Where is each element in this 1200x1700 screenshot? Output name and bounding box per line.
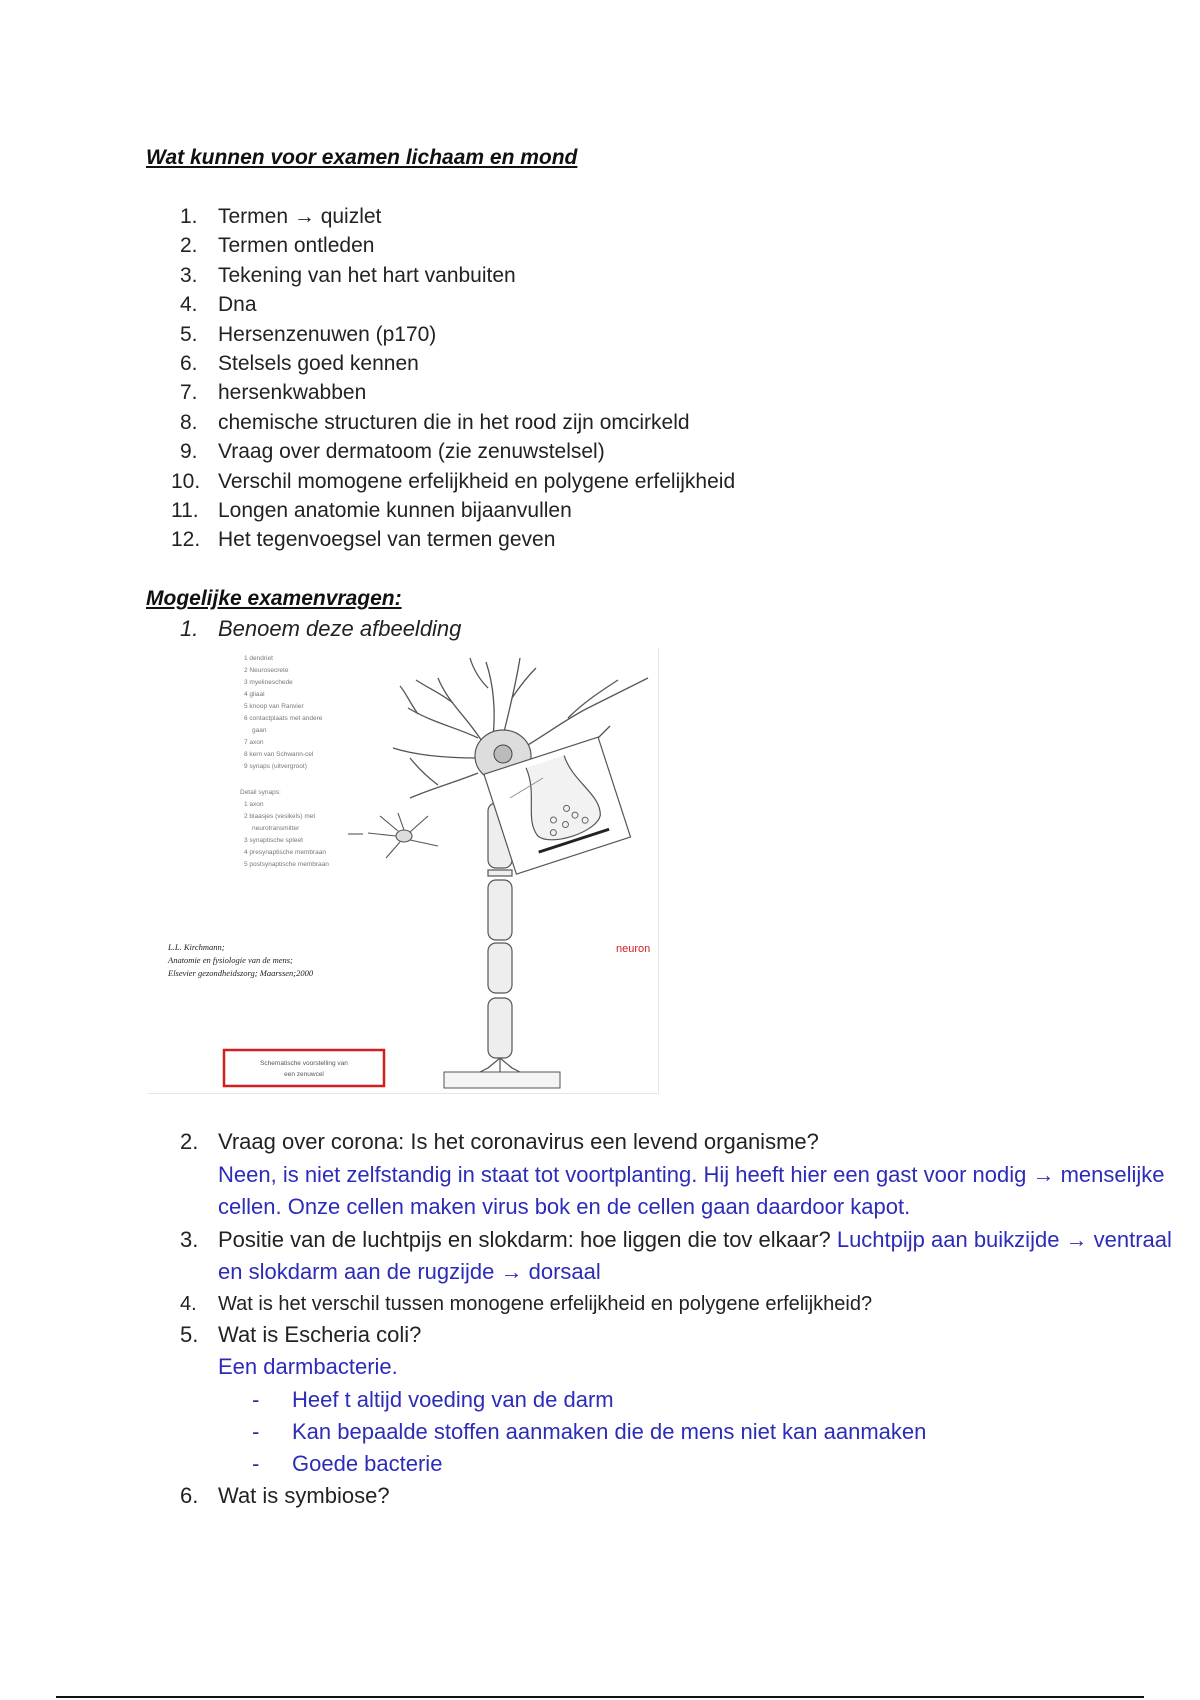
svg-text:L.L. Kirchmann;: L.L. Kirchmann; — [168, 942, 225, 952]
figure-source — [167, 942, 314, 978]
answer-5: Een darmbacterie. — [218, 1354, 398, 1379]
answer-3: Luchtpijp aan buikzijde → ventraal en slokdarm aan de rugzijde → dorsaal — [218, 1226, 1172, 1284]
legend-line: 1 dendriet — [244, 655, 273, 662]
legend-line: 7 axon — [244, 739, 264, 746]
legend-line: 1 axon — [244, 801, 264, 808]
caption-box — [224, 1050, 384, 1086]
caption-line: een zenuwcel — [284, 1071, 324, 1078]
list-item: 1. Benoem deze afbeelding — [180, 616, 462, 641]
legend-line: 4 gliaal — [244, 691, 265, 698]
question-2: 2. Vraag over corona: Is het coronavirus een levend organisme? Neen, is niet zelfstandig in staat tot voortplanting. Hij heeft hier een gast voor nodig → menselijke cellen. Onze cellen maken virus bok en de cellen gaan daardoor kapot. — [180, 1129, 1165, 1219]
legend-line: 2 blaasjes (vesikels) met — [244, 813, 316, 820]
list-item: - Heef t altijd voeding van de darm — [252, 1386, 614, 1412]
list-item: 5. Hersenzenuwen (p170) — [180, 322, 437, 346]
list-item: 3. Tekening van het hart vanbuiten — [180, 263, 516, 287]
list-item: 6. Stelsels goed kennen — [180, 352, 419, 376]
question-5: 5. Wat is Escheria coli? Een darmbacterie. - Heef t altijd voeding van de darm - Kan bepaalde stoffen aanmaken die de mens niet kan aanmaken - Goede bacterie — [180, 1319, 1200, 1480]
heading-exam-topics: Wat kunnen voor examen lichaam en mond — [146, 146, 578, 169]
legend-line: 9 synaps (uitvergroot) — [244, 763, 307, 770]
question-4: 4. Wat is het verschil tussen monogene erfelijkheid en polygene erfelijkheid? — [180, 1292, 873, 1315]
list-item: - Kan bepaalde stoffen aanmaken die de mens niet kan aanmaken — [252, 1418, 927, 1444]
answer-2: Neen, is niet zelfstandig in staat tot voortplanting. Hij heeft hier een gast voor nodig → menselijke cellen. Onze cellen maken virus bok en de cellen gaan daardoor kapot. — [218, 1161, 1165, 1219]
legend-line: 6 contactplaats met andere — [244, 715, 323, 722]
list-item: 2. Termen ontleden — [180, 234, 375, 258]
question-3: 3. Positie van de luchtpijs en slokdarm: hoe liggen die tov elkaar? Luchtpijp aan buikzijde → ventraal en slokdarm aan de rugzijde → dorsaal — [180, 1226, 1172, 1284]
list-item: 11. Longen anatomie kunnen bijaanvullen — [171, 499, 572, 523]
questions-list — [180, 1126, 1200, 1512]
legend-line: 5 postsynaptische membraan — [244, 861, 329, 868]
heading-exam-questions: Mogelijke examenvragen: — [146, 587, 402, 610]
caption-line: Schematische voorstelling van — [260, 1060, 348, 1067]
footer-divider — [56, 1696, 1144, 1698]
list-item: 7. hersenkwabben — [180, 381, 367, 405]
legend-line: Detail synaps: — [240, 789, 281, 796]
svg-text:Elsevier gezondheidszorg; Maar: Elsevier gezondheidszorg; Maarssen;2000 — [168, 968, 314, 978]
legend-line: 5 knoop van Ranvier — [244, 703, 304, 710]
list-item: 8. chemische structuren die in het rood zijn omcirkeld — [180, 410, 690, 434]
question-1 — [180, 614, 461, 643]
svg-text:Anatomie en fysiologie van de: Anatomie en fysiologie van de mens; — [168, 955, 293, 965]
list-item: 4. Dna — [180, 293, 257, 317]
list-item: 9. Vraag over dermatoom (zie zenuwstelsel) — [180, 440, 605, 464]
neuron-label: neuron — [616, 943, 651, 955]
legend-line: 2 Neurosecrete — [244, 667, 289, 674]
legend-line: 8 kern van Schwann-cel — [244, 751, 314, 758]
figure-legend — [240, 655, 329, 868]
neuron-figure — [148, 648, 659, 1094]
list-item: 1. Termen → quizlet — [180, 205, 382, 228]
legend-line: 3 myelineschede — [244, 679, 293, 686]
legend-line: neurotransmitter — [252, 825, 300, 832]
exam-topics-list — [171, 202, 736, 555]
list-item: - Goede bacterie — [252, 1450, 443, 1476]
glial-cell — [348, 813, 438, 858]
question-6: 6. Wat is symbiose? — [180, 1482, 390, 1508]
legend-line: 3 synaptische spleet — [244, 837, 303, 844]
neuron-diagram — [148, 648, 658, 1093]
end-plate — [444, 1072, 560, 1088]
list-item: 10. Verschil momogene erfelijkheid en polygene erfelijkheid — [171, 469, 736, 493]
nucleus — [494, 745, 512, 763]
answer-5-bullets — [218, 1384, 1200, 1480]
legend-line: 4 presynaptische membraan — [244, 849, 327, 856]
legend-line: gaan — [252, 727, 267, 734]
list-item: 12. Het tegenvoegsel van termen geven — [171, 528, 556, 552]
